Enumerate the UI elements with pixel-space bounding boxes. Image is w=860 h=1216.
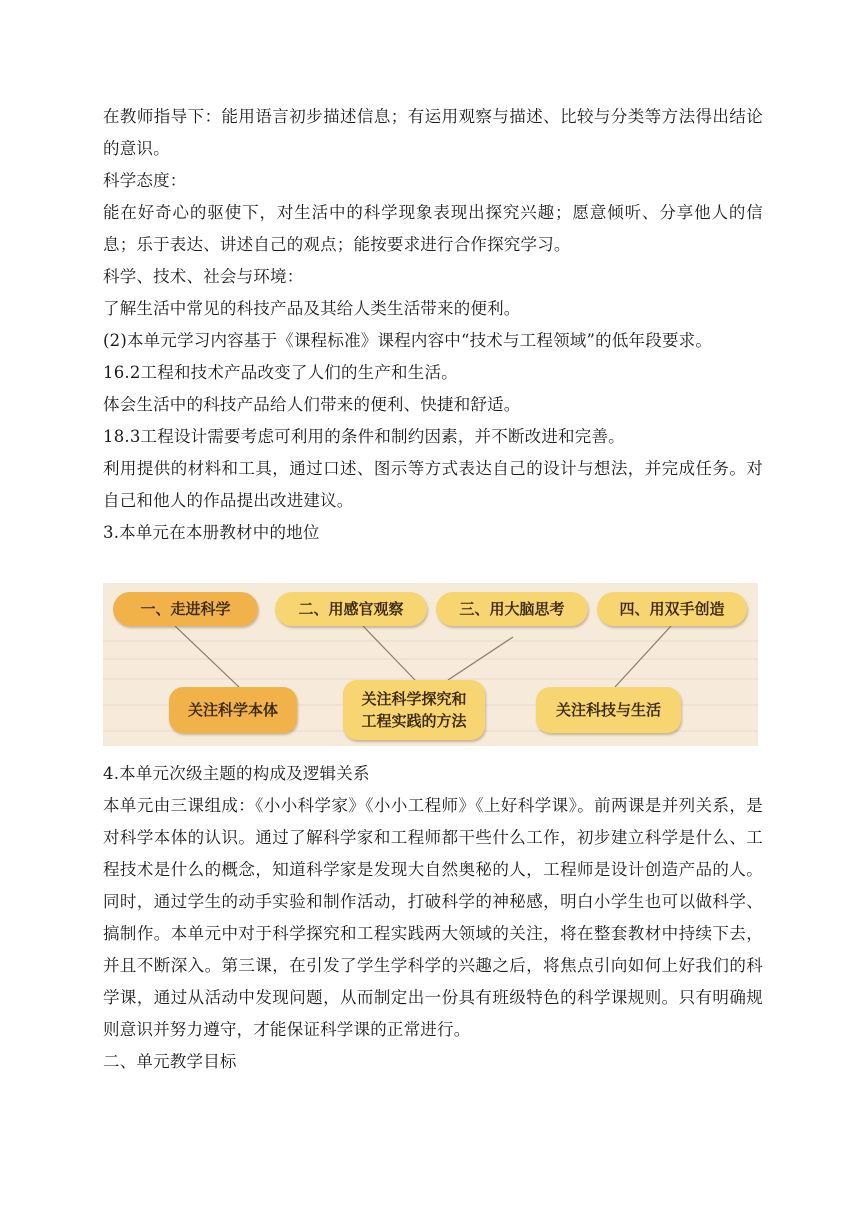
paragraph-18-3: 18.3工程设计需要考虑可利用的条件和制约因素，并不断改进和完善。 [103, 427, 625, 446]
paragraph-curriculum-standard: (2)本单元学习内容基于《课程标准》课程内容中“技术与工程领域”的低年段要求。 [103, 331, 713, 350]
diagram-topic-3: 三、用大脑思考 [436, 592, 588, 626]
heading-sts: 科学、技术、社会与环境： [103, 267, 304, 286]
diagram-topic-2: 二、用感官观察 [275, 592, 427, 626]
heading-teaching-goals: 二、单元教学目标 [103, 1052, 237, 1071]
connector-line [615, 626, 671, 687]
paragraph-guidance: 在教师指导下：能用语言初步描述信息；有运用观察与描述、比较与分类等方法得出结论的意识。 [103, 107, 763, 158]
heading-unit-position: 3.本单元在本册教材中的地位 [103, 523, 320, 542]
text-block-bottom [103, 758, 763, 1078]
text-block-top [103, 101, 763, 549]
paragraph-subtopics: 本单元由三课组成：《小小科学家》《小小工程师》《上好科学课》。前两课是并列关系，是对科学本体的认识。通过了解科学家和工程师都干些什么工作，初步建立科学是什么、工程技术是什么的概念，知道科学家是发现大自然奥秘的人，工程师是设计创造产品的人。同时，通过学生的动手实验和制作活动，打破科学的神秘感，明白小学生也可以做科学、搞制作。本单元中对于科学探究和工程实践两大领域的关注，将在整套教材中持续下去，并且不断深入。第三课，在引发了学生学科学的兴趣之后，将焦点引向如何上好我们的科学课，通过从活动中发现问题，从而制定出一份具有班级特色的科学课规则。只有明确规则意识并努力遵守，才能保证科学课的正常进行。 [103, 796, 763, 1039]
diagram-topic-4: 四、用双手创造 [597, 592, 747, 626]
connector-line [175, 626, 239, 687]
diagram-focus-science: 关注科学本体 [169, 687, 297, 733]
heading-science-attitude: 科学态度： [103, 171, 187, 190]
paragraph-sts: 了解生活中常见的科技产品及其给人类生活带来的便利。 [103, 299, 521, 318]
heading-subtopics: 4.本单元次级主题的构成及逻辑关系 [103, 764, 370, 783]
paragraph-18-3-detail: 利用提供的材料和工具，通过口述、图示等方式表达自己的设计与想法，并完成任务。对自己和他人的作品提出改进建议。 [103, 459, 763, 510]
diagram-focus-methods: 关注科学探究和 工程实践的方法 [343, 680, 485, 740]
paragraph-16-2-detail: 体会生活中的科技产品给人们带来的便利、快捷和舒适。 [103, 395, 521, 414]
unit-position-diagram [103, 583, 758, 746]
paragraph-16-2: 16.2工程和技术产品改变了人们的生产和生活。 [103, 363, 458, 382]
diagram-topic-1: 一、走进科学 [113, 592, 258, 626]
diagram-focus-technology: 关注科技与生活 [536, 687, 681, 733]
connector-line [363, 626, 415, 680]
paragraph-attitude: 能在好奇心的驱使下，对生活中的科学现象表现出探究兴趣；愿意倾听、分享他人的信息；乐于表达、讲述自己的观点；能按要求进行合作探究学习。 [103, 203, 763, 254]
